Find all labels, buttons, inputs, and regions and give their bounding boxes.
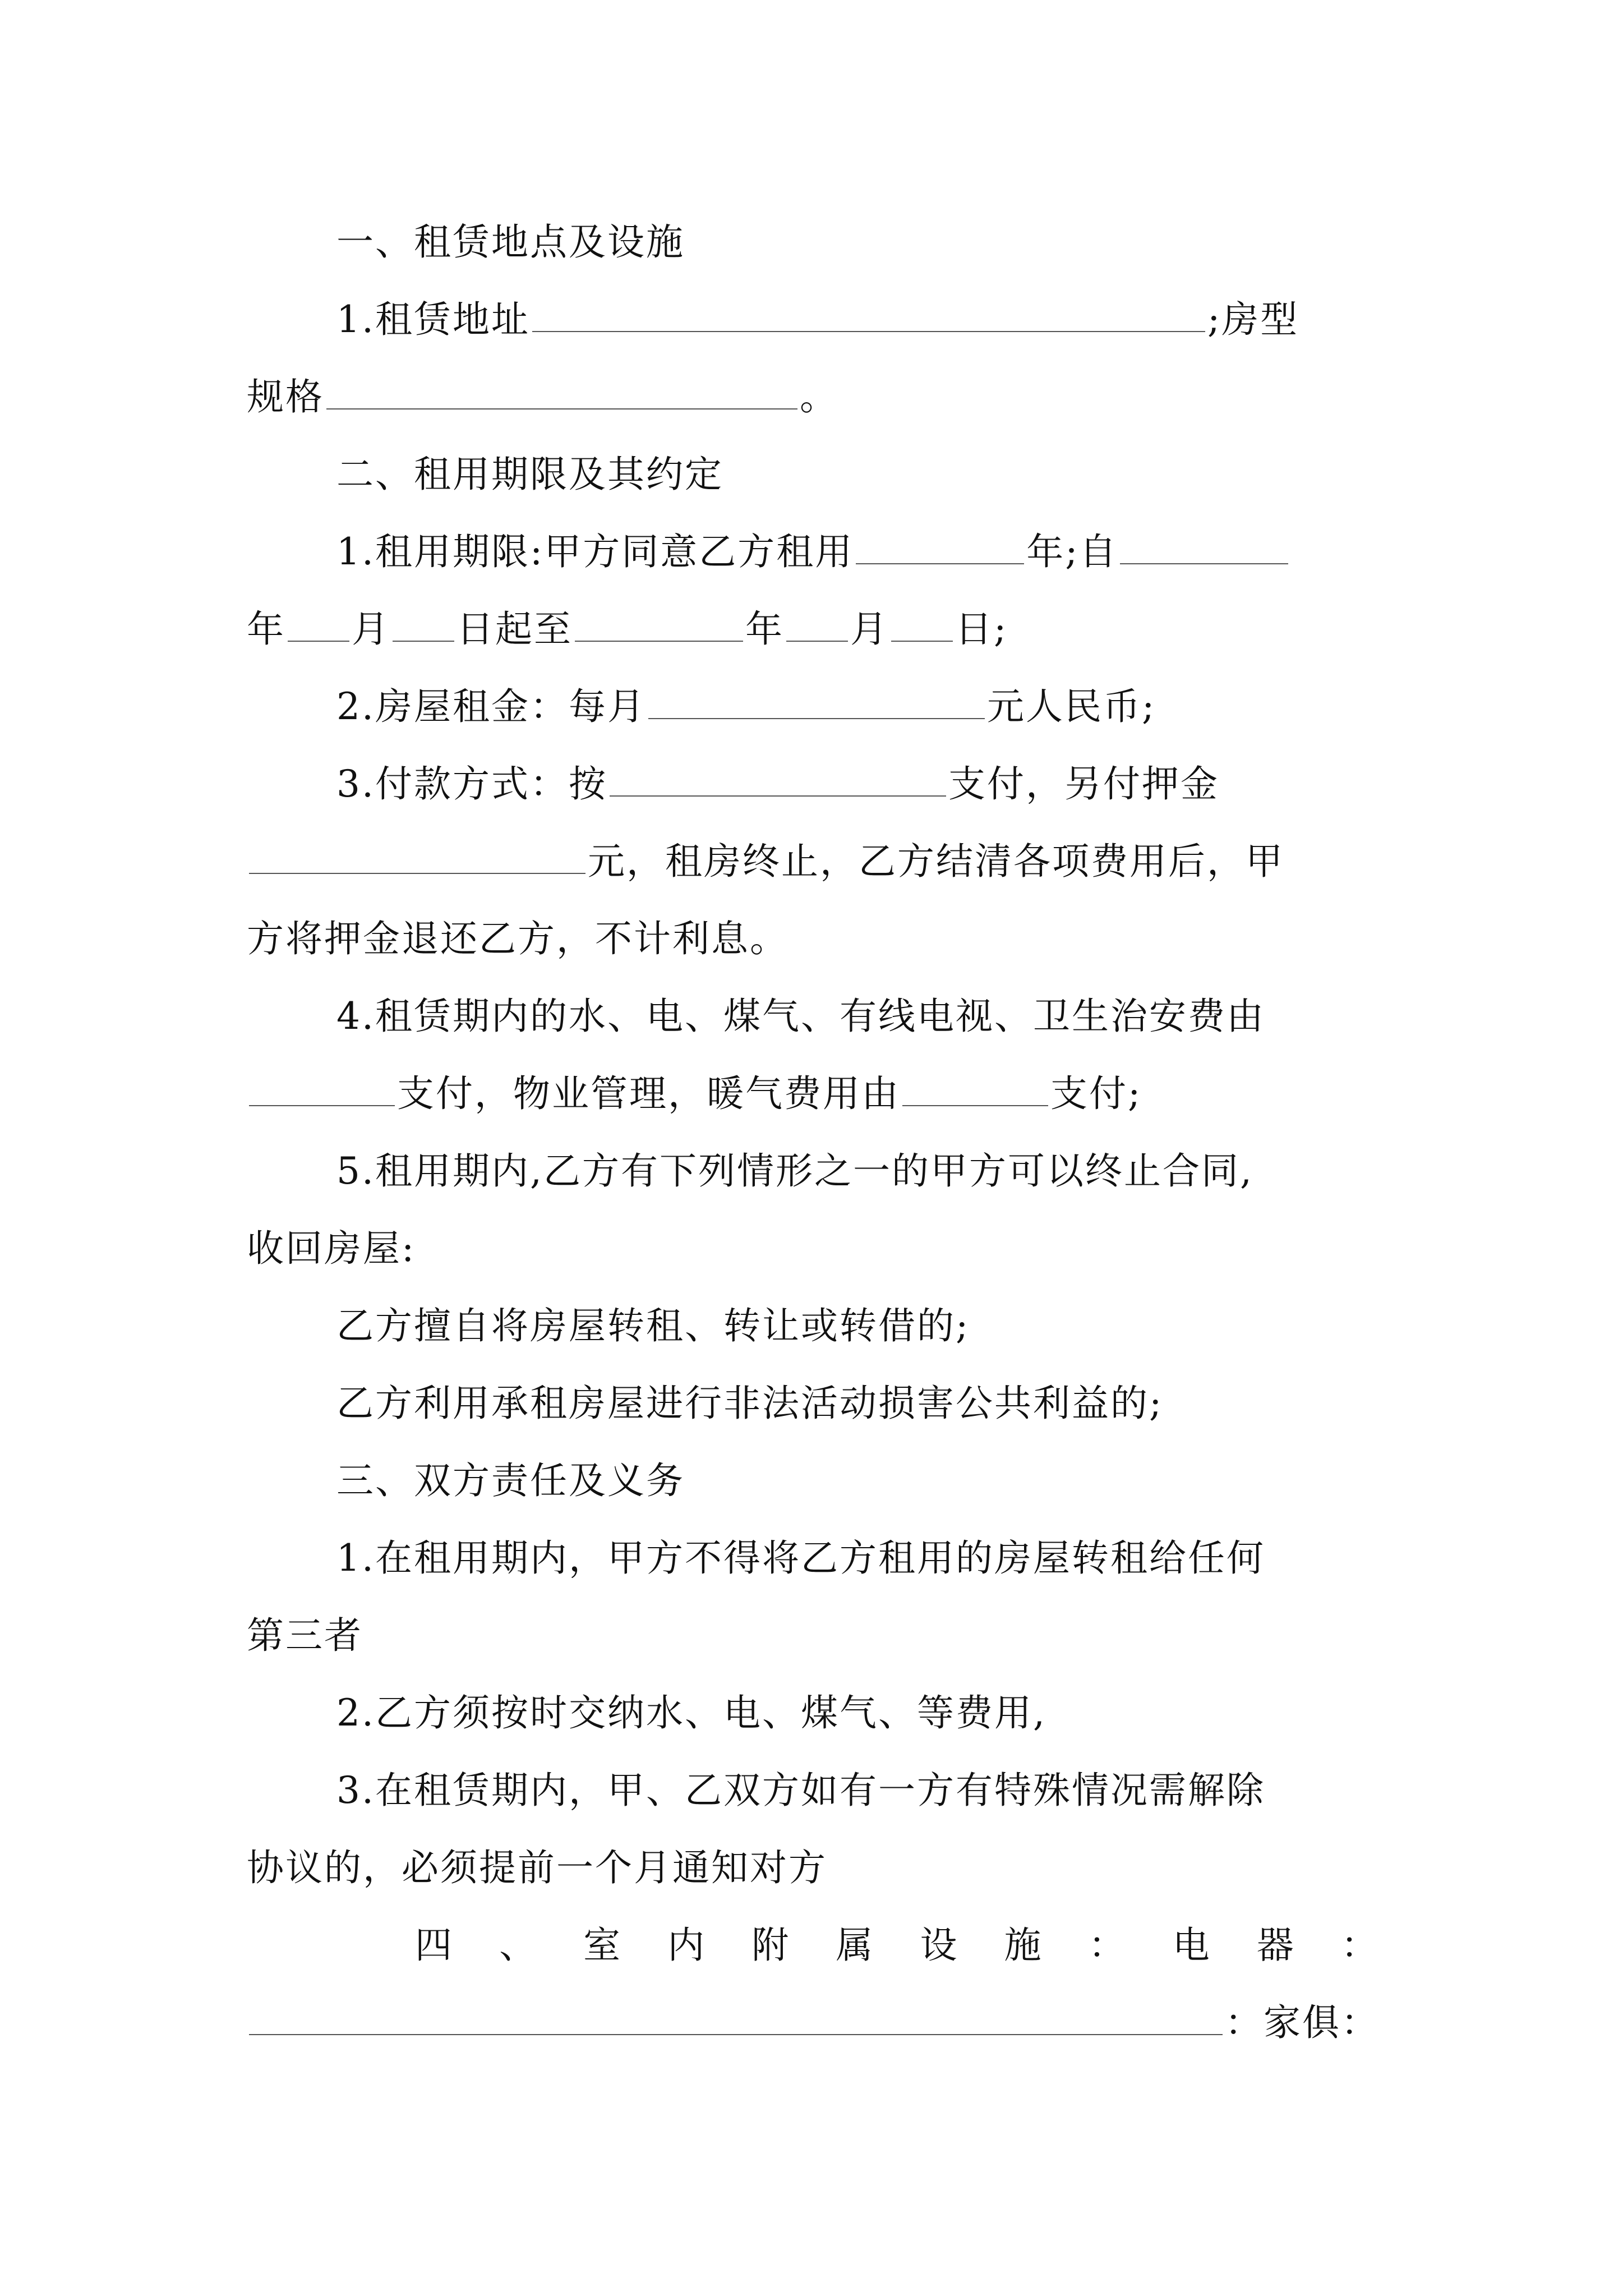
start-year-field[interactable] bbox=[1120, 523, 1288, 564]
section4-char: 施 bbox=[1004, 1924, 1043, 1967]
section3-item1-cont bbox=[247, 1596, 1380, 1675]
section2-item4-cont bbox=[247, 1055, 1380, 1133]
termination-clause-text: 5.租用期内,乙方有下列情形之一的甲方可以终止合同, bbox=[336, 1149, 1253, 1193]
end-day-field[interactable] bbox=[891, 600, 953, 642]
early-termination-clause-cont: 协议的，必须提前一个月通知对方 bbox=[247, 1846, 827, 1889]
lease-address-label: 1.租赁地址 bbox=[336, 298, 530, 341]
room-type-label: ;房型 bbox=[1207, 298, 1299, 341]
section4-char: 内 bbox=[667, 1924, 707, 1967]
section3-item3 bbox=[247, 1751, 1469, 1830]
section2-item5-case1 bbox=[247, 1287, 1469, 1365]
section1-item1 bbox=[247, 280, 1469, 359]
lease-term-label: 1.租用期限:甲方同意乙方租用 bbox=[336, 530, 854, 573]
section2-item3-cont2 bbox=[247, 900, 1380, 978]
termination-clause-cont: 收回房屋: bbox=[247, 1227, 416, 1270]
end-year-unit: 年 bbox=[745, 608, 784, 651]
start-month-unit: 月 bbox=[352, 608, 390, 651]
section2-item2 bbox=[247, 668, 1469, 746]
property-fee-label: 支付，物业管理，暖气费用由 bbox=[397, 1072, 900, 1115]
section3-item3-cont bbox=[247, 1829, 1380, 1907]
lease-address-field[interactable] bbox=[532, 291, 1205, 332]
rent-field[interactable] bbox=[648, 678, 985, 719]
section4-heading bbox=[247, 1906, 1380, 1985]
section4-cont bbox=[247, 1984, 1380, 2062]
section4-char: 室 bbox=[583, 1924, 623, 1967]
section2-heading-text: 二、租用期限及其约定 bbox=[336, 453, 723, 496]
section2-item5-case2 bbox=[247, 1364, 1469, 1443]
section1-item1-cont bbox=[247, 358, 1380, 436]
section3-heading-text: 三、双方责任及义务 bbox=[336, 1459, 685, 1502]
section4-char: 四 bbox=[415, 1924, 454, 1967]
end-month-field[interactable] bbox=[786, 600, 848, 642]
utilities-label: 4.租赁期内的水、电、煤气、有线电视、卫生治安费由 bbox=[336, 995, 1265, 1038]
start-month-field[interactable] bbox=[288, 600, 349, 642]
end-year-field[interactable] bbox=[575, 600, 743, 642]
lease-years-unit: 年;自 bbox=[1026, 530, 1118, 573]
section4-char: 附 bbox=[751, 1924, 791, 1967]
spec-field[interactable] bbox=[326, 368, 797, 409]
section3-item2 bbox=[247, 1674, 1469, 1752]
no-sublet-clause-cont: 第三者 bbox=[247, 1614, 363, 1657]
section4-char: 设 bbox=[920, 1924, 959, 1967]
section2-item1-cont bbox=[247, 590, 1380, 669]
start-year-unit: 年 bbox=[247, 608, 285, 651]
early-termination-clause: 3.在租赁期内，甲、乙双方如有一方有特殊情况需解除 bbox=[336, 1769, 1265, 1812]
no-sublet-clause: 1.在租用期内，甲方不得将乙方租用的房屋转租给任何 bbox=[336, 1536, 1265, 1580]
section2-item1 bbox=[247, 513, 1469, 591]
section4-char: 器 bbox=[1256, 1924, 1295, 1967]
termination-case-sublet: 乙方擅自将房屋转租、转让或转借的; bbox=[336, 1304, 970, 1347]
termination-case-illegal: 乙方利用承租房屋进行非法活动损害公共利益的; bbox=[336, 1382, 1164, 1425]
rent-label: 2.房屋租金：每月 bbox=[336, 685, 646, 728]
end-day-unit: 日; bbox=[955, 608, 1008, 651]
period-mark: 。 bbox=[800, 375, 838, 418]
section4-char: 电 bbox=[1172, 1924, 1211, 1967]
start-day-field[interactable] bbox=[393, 600, 454, 642]
section3-item1 bbox=[247, 1519, 1469, 1598]
section4-char: 属 bbox=[836, 1924, 875, 1967]
rent-unit: 元人民币; bbox=[986, 685, 1156, 728]
section1-heading bbox=[247, 203, 1469, 282]
appliances-field[interactable] bbox=[249, 1994, 1223, 2035]
section3-heading bbox=[247, 1442, 1469, 1520]
section2-heading bbox=[247, 435, 1469, 514]
property-fee-unit: 支付; bbox=[1050, 1072, 1142, 1115]
utilities-payer-field[interactable] bbox=[249, 1065, 395, 1106]
spec-label: 规格 bbox=[247, 375, 324, 418]
deposit-terms-text: 元，租房终止，乙方结清各项费用后，甲 bbox=[588, 840, 1284, 883]
property-fee-payer-field[interactable] bbox=[902, 1065, 1048, 1106]
start-day-unit: 日起至 bbox=[457, 608, 573, 651]
lease-years-field[interactable] bbox=[856, 523, 1024, 564]
section2-item5-cont bbox=[247, 1209, 1380, 1288]
deposit-label: 支付，另付押金 bbox=[948, 762, 1219, 806]
section2-item4 bbox=[247, 977, 1469, 1056]
deposit-refund-text: 方将押金退还乙方，不计利息。 bbox=[247, 917, 789, 960]
section4-char: ： bbox=[1340, 1924, 1380, 1967]
furniture-label: ：家俱： bbox=[1225, 2001, 1380, 2044]
section2-item3-cont bbox=[247, 822, 1380, 901]
section4-char: ： bbox=[1088, 1924, 1127, 1967]
payment-method-field[interactable] bbox=[610, 755, 946, 797]
payment-method-label: 3.付款方式：按 bbox=[336, 762, 607, 806]
end-month-unit: 月 bbox=[850, 608, 889, 651]
fees-clause: 2.乙方须按时交纳水、电、煤气、等费用, bbox=[336, 1691, 1046, 1734]
section2-item3 bbox=[247, 745, 1469, 823]
section1-heading-text: 一、租赁地点及设施 bbox=[336, 220, 685, 264]
section2-item5 bbox=[247, 1132, 1469, 1211]
section4-char: 、 bbox=[499, 1924, 538, 1967]
deposit-field[interactable] bbox=[249, 832, 585, 874]
